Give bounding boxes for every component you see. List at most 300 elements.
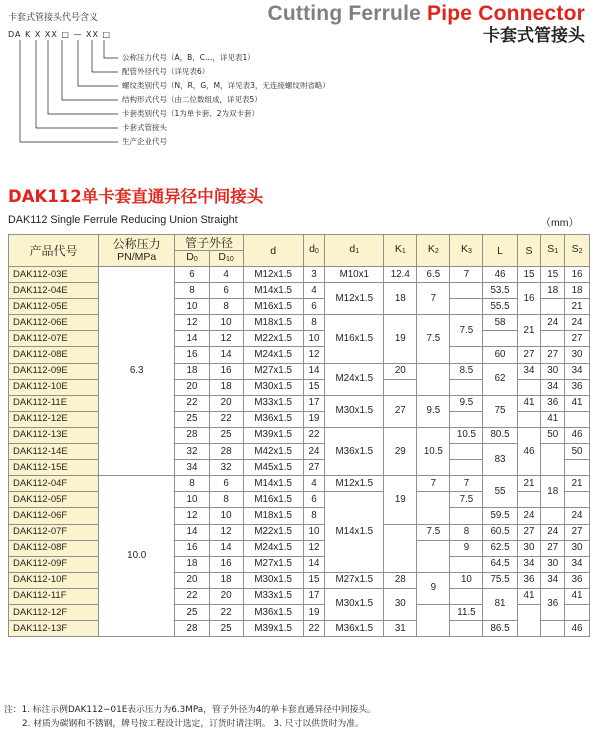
table-cell: 62 <box>483 363 517 395</box>
table-cell <box>450 444 483 460</box>
table-cell: 15 <box>303 572 325 588</box>
table-cell: M18x1.5 <box>243 508 303 524</box>
table-row <box>9 524 590 540</box>
table-cell: 16 <box>565 267 590 283</box>
table-cell: M27x1.5 <box>325 572 384 588</box>
table-cell: 24 <box>541 524 565 540</box>
table-cell: 12 <box>175 508 209 524</box>
table-cell: 27 <box>565 331 590 347</box>
table-cell: M12x1.5 <box>325 476 384 492</box>
cell-product-code: DAK112-13F <box>9 621 99 637</box>
table-cell: 27 <box>517 524 541 540</box>
brand-title-en-part1: Cutting Ferrule <box>267 2 428 25</box>
table-cell: 34 <box>517 363 541 379</box>
table-cell <box>517 411 541 427</box>
header-s: S <box>517 235 541 267</box>
header-d0 <box>303 235 325 267</box>
table-cell: 11.5 <box>450 604 483 620</box>
table-cell: 30 <box>541 556 565 572</box>
table-cell <box>450 379 483 395</box>
table-cell: 6.5 <box>417 267 450 283</box>
table-cell <box>565 604 590 620</box>
table-cell: 28 <box>384 572 417 588</box>
table-cell: 20 <box>209 395 243 411</box>
table-cell <box>517 604 541 636</box>
code-legend-title: 卡套式管接头代号含义 <box>8 13 99 23</box>
table-cell: 17 <box>303 395 325 411</box>
legend-item-maker: 生产企业代号 <box>122 137 167 146</box>
header-s1 <box>541 235 565 267</box>
table-cell: 10 <box>175 492 209 508</box>
table-cell <box>384 524 417 572</box>
header-k2-base: K <box>427 243 435 255</box>
tree-branch-1 <box>104 40 118 58</box>
table-cell: 15 <box>303 379 325 395</box>
table-cell: 27 <box>384 395 417 427</box>
header-D10-base: D <box>218 251 226 263</box>
table-cell <box>450 460 483 476</box>
table-cell: 9 <box>450 540 483 556</box>
table-cell: 7.5 <box>450 315 483 347</box>
table-cell: 64.5 <box>483 556 517 572</box>
table-cell <box>541 621 565 637</box>
table-cell <box>450 299 483 315</box>
cell-product-code: DAK112-07E <box>9 331 99 347</box>
header-l: L <box>483 235 517 267</box>
table-cell: 8 <box>209 492 243 508</box>
cell-product-code: DAK112-04F <box>9 476 99 492</box>
table-cell: M45x1.5 <box>243 460 303 476</box>
table-cell <box>565 411 590 427</box>
table-row <box>9 331 590 347</box>
header-D0 <box>175 251 209 267</box>
table-cell: 20 <box>175 572 209 588</box>
table-cell: M12x1.5 <box>243 267 303 283</box>
table-cell: 41 <box>517 588 541 604</box>
tree-branch-3 <box>78 40 118 86</box>
table-cell: M22x1.5 <box>243 331 303 347</box>
table-cell: 25 <box>175 411 209 427</box>
table-cell: 4 <box>303 476 325 492</box>
cell-pressure: 6.3 <box>98 267 174 476</box>
table-cell: 27 <box>541 540 565 556</box>
table-cell: M30x1.5 <box>325 588 384 620</box>
table-cell: M33x1.5 <box>243 588 303 604</box>
table-cell: 24 <box>517 508 541 524</box>
table-cell: 18 <box>565 283 590 299</box>
table-cell <box>450 588 483 604</box>
table-cell: 34 <box>565 556 590 572</box>
table-cell: 30 <box>384 588 417 620</box>
table-row <box>9 508 590 524</box>
table-cell <box>541 508 565 524</box>
table-row <box>9 283 590 299</box>
table-cell <box>565 460 590 476</box>
table-cell: 16 <box>175 540 209 556</box>
table-cell: 8 <box>175 283 209 299</box>
cell-product-code: DAK112-10E <box>9 379 99 395</box>
table-cell: 24 <box>303 444 325 460</box>
table-cell: 18 <box>384 283 417 315</box>
table-row <box>9 556 590 572</box>
cell-product-code: DAK112-12F <box>9 604 99 620</box>
table-cell: 75 <box>483 395 517 427</box>
table-cell: 12 <box>175 315 209 331</box>
product-title-en: DAK112 Single Ferrule Reducing Union Straight <box>8 214 238 226</box>
table-cell: 24 <box>565 315 590 331</box>
table-cell: 18 <box>541 476 565 508</box>
brand-title-cn: 卡套式管接头 <box>483 26 585 46</box>
table-cell: 41 <box>565 395 590 411</box>
table-cell: 81 <box>483 588 517 620</box>
table-cell: M14x1.5 <box>325 492 384 572</box>
table-cell <box>450 556 483 572</box>
cell-product-code: DAK112-09F <box>9 556 99 572</box>
table-cell <box>541 331 565 347</box>
cell-product-code: DAK112-03E <box>9 267 99 283</box>
table-cell: 27 <box>565 524 590 540</box>
table-cell: 55.5 <box>483 299 517 315</box>
table-cell: 18 <box>209 379 243 395</box>
table-cell: M18x1.5 <box>243 315 303 331</box>
table-cell: 14 <box>175 524 209 540</box>
table-cell: 30 <box>517 540 541 556</box>
note-2: 2. 材质为碳钢和不锈钢，牌号按工程设计选定，订货时请注明。 3. 尺寸以供货时为准。 <box>22 719 364 729</box>
table-cell: 60.5 <box>483 524 517 540</box>
table-cell: 34 <box>517 556 541 572</box>
table-row <box>9 315 590 331</box>
table-cell <box>541 299 565 315</box>
table-cell: 28 <box>209 444 243 460</box>
table-cell: 28 <box>175 427 209 443</box>
table-cell: 10.5 <box>417 427 450 475</box>
code-pattern: DA K X XX □ — XX □ <box>8 30 112 39</box>
table-cell: 30 <box>541 363 565 379</box>
table-cell: 18 <box>175 556 209 572</box>
table-cell: 10 <box>450 572 483 588</box>
table-cell <box>450 508 483 524</box>
table-cell <box>417 492 450 524</box>
table-cell <box>417 604 450 636</box>
table-cell: 20 <box>175 379 209 395</box>
table-cell: 18 <box>209 572 243 588</box>
table-cell <box>517 492 541 508</box>
table-cell: 86.5 <box>483 621 517 637</box>
table-cell: 22 <box>303 427 325 443</box>
table-cell: 20 <box>384 363 417 379</box>
table-cell: 8.5 <box>450 363 483 379</box>
table-cell: 19 <box>384 476 417 524</box>
table-cell: 14 <box>303 363 325 379</box>
table-cell: 15 <box>517 267 541 283</box>
table-cell: M16x1.5 <box>243 492 303 508</box>
table-cell: 16 <box>209 556 243 572</box>
table-cell: 7 <box>417 283 450 315</box>
table-cell: 36 <box>565 379 590 395</box>
table-cell: 12 <box>303 347 325 363</box>
table-cell: 10 <box>209 508 243 524</box>
table-cell: M36x1.5 <box>325 427 384 475</box>
table-cell: 32 <box>175 444 209 460</box>
table-cell: 46 <box>517 427 541 475</box>
table-cell: 8 <box>175 476 209 492</box>
table-cell: 34 <box>541 572 565 588</box>
table-row <box>9 588 590 604</box>
table-cell: 46 <box>565 621 590 637</box>
header-code: 产品代号 <box>9 235 99 267</box>
table-cell: 19 <box>303 411 325 427</box>
table-cell: 30 <box>565 540 590 556</box>
product-title-cn: DAK112单卡套直通异径中间接头 <box>8 187 264 206</box>
header-d1-base: d <box>349 243 356 255</box>
table-cell: 9.5 <box>417 395 450 427</box>
table-row <box>9 572 590 588</box>
table-row <box>9 427 590 443</box>
table-cell: 8 <box>303 508 325 524</box>
table-cell: 46 <box>565 427 590 443</box>
table-cell: M30x1.5 <box>243 379 303 395</box>
legend-item-od: 配管外径代号（详见表6） <box>122 67 210 76</box>
table-cell: 36 <box>517 572 541 588</box>
header-s1-sub: 1 <box>554 248 559 255</box>
cell-product-code: DAK112-04E <box>9 283 99 299</box>
table-cell <box>541 444 565 476</box>
table-cell: 50 <box>565 444 590 460</box>
header-d0-base: d <box>309 243 315 255</box>
table-cell: 10 <box>209 315 243 331</box>
table-cell: M36x1.5 <box>325 621 384 637</box>
table-cell: 20 <box>209 588 243 604</box>
table-cell: 21 <box>517 476 541 492</box>
table-cell: M24x1.5 <box>243 540 303 556</box>
header-s2 <box>565 235 590 267</box>
table-cell: 18 <box>541 283 565 299</box>
cell-product-code: DAK112-08E <box>9 347 99 363</box>
cell-product-code: DAK112-06F <box>9 508 99 524</box>
table-cell: 8 <box>303 315 325 331</box>
table-cell: 21 <box>517 315 541 347</box>
header-s1-base: S <box>547 243 555 255</box>
table-row <box>9 299 590 315</box>
table-cell: 10 <box>303 331 325 347</box>
table-row <box>9 476 590 492</box>
header-D10 <box>209 251 243 267</box>
header-D0-base: D <box>186 251 194 263</box>
table-cell: 15 <box>541 267 565 283</box>
table-cell: 34 <box>175 460 209 476</box>
table-cell: 16 <box>209 363 243 379</box>
header-D10-sub: 10 <box>225 256 234 263</box>
notes <box>4 703 376 731</box>
legend-item-connector: 卡套式管接头 <box>122 123 167 132</box>
header-k1 <box>384 235 417 267</box>
header-s2-base: S <box>571 243 579 255</box>
header-k1-base: K <box>394 243 402 255</box>
unit-label: （mm） <box>540 217 579 229</box>
table-cell: 3 <box>303 267 325 283</box>
table-cell: M10x1 <box>325 267 384 283</box>
legend-item-structure: 结构形式代号（由二位数组成，详见表5） <box>122 95 262 104</box>
table-cell: 46 <box>483 267 517 283</box>
cell-product-code: DAK112-14E <box>9 444 99 460</box>
header-d: d <box>243 235 303 267</box>
table-cell: 34 <box>565 363 590 379</box>
table-cell: 24 <box>565 508 590 524</box>
tree-branch-5 <box>48 40 118 114</box>
table-cell <box>417 540 450 572</box>
table-cell: 8 <box>209 299 243 315</box>
header-s2-sub: 2 <box>578 248 583 255</box>
tree-branch-2 <box>92 40 118 72</box>
table-cell: M42x1.5 <box>243 444 303 460</box>
table-cell: 12.4 <box>384 267 417 283</box>
table-cell: 21 <box>565 476 590 492</box>
table-cell: 12 <box>209 524 243 540</box>
spec-table <box>8 234 590 637</box>
legend-item-ferrule-type: 卡套类别代号（1为单卡套、2为双卡套） <box>122 109 260 118</box>
cell-product-code: DAK112-07F <box>9 524 99 540</box>
table-cell: 6 <box>209 283 243 299</box>
legend-item-thread: 螺纹类别代号（N，R，G，M，详见表3，无连接螺纹则省略） <box>122 81 330 90</box>
table-cell: 17 <box>303 588 325 604</box>
header-D0-sub: 0 <box>193 256 198 263</box>
table-cell: 10 <box>303 524 325 540</box>
brand-title-en <box>267 2 585 26</box>
tree-branch-7 <box>20 40 118 142</box>
table-cell: 53.5 <box>483 283 517 299</box>
table-row <box>9 540 590 556</box>
table-cell: 41 <box>565 588 590 604</box>
cell-product-code: DAK112-05F <box>9 492 99 508</box>
table-cell: 7 <box>450 476 483 492</box>
table-cell: M24x1.5 <box>243 347 303 363</box>
header-k3-base: K <box>460 243 468 255</box>
cell-product-code: DAK112-13E <box>9 427 99 443</box>
table-cell: 9 <box>417 572 450 604</box>
table-cell: 27 <box>517 347 541 363</box>
table-cell: 34 <box>541 379 565 395</box>
table-cell: 7.5 <box>450 492 483 508</box>
table-cell: M33x1.5 <box>243 395 303 411</box>
table-cell: 41 <box>541 411 565 427</box>
table-cell: 18 <box>175 363 209 379</box>
table-cell: 62.5 <box>483 540 517 556</box>
table-cell: 12 <box>209 331 243 347</box>
header-d1-sub: 1 <box>355 248 360 255</box>
table-cell: 22 <box>209 411 243 427</box>
table-cell: 10.5 <box>450 427 483 443</box>
table-cell: 16 <box>175 347 209 363</box>
table-cell: 24 <box>541 315 565 331</box>
table-cell: 55 <box>483 476 517 508</box>
table-cell: M36x1.5 <box>243 411 303 427</box>
legend-item-pressure: 公称压力代号（A，B，C…，详见表1） <box>122 53 255 62</box>
table-cell: M39x1.5 <box>243 621 303 637</box>
header-k3-sub: 3 <box>467 248 472 255</box>
table-cell <box>450 283 483 299</box>
table-cell: 31 <box>384 621 417 637</box>
table-cell: 7 <box>450 267 483 283</box>
table-cell: 6 <box>303 492 325 508</box>
table-cell: 7.5 <box>417 524 450 540</box>
table-row <box>9 621 590 637</box>
header-pressure <box>98 235 174 267</box>
table-cell: 32 <box>209 460 243 476</box>
cell-product-code: DAK112-10F <box>9 572 99 588</box>
table-cell: 36 <box>565 572 590 588</box>
table-cell: 14 <box>209 347 243 363</box>
table-cell: 50 <box>541 427 565 443</box>
table-cell: 12 <box>303 540 325 556</box>
header-k2-sub: 2 <box>434 248 439 255</box>
table-cell: M16x1.5 <box>325 315 384 363</box>
header-pressure-unit: PN/MPa <box>117 251 157 263</box>
table-cell: 22 <box>175 588 209 604</box>
table-cell: 27 <box>303 460 325 476</box>
table-cell: 22 <box>175 395 209 411</box>
cell-product-code: DAK112-06E <box>9 315 99 331</box>
table-cell: 6 <box>303 299 325 315</box>
table-cell: 25 <box>209 621 243 637</box>
table-cell: 25 <box>209 427 243 443</box>
table-cell <box>450 347 483 363</box>
table-cell: 4 <box>209 267 243 283</box>
header-k2 <box>417 235 450 267</box>
table-cell: 41 <box>517 395 541 411</box>
header-d1 <box>325 235 384 267</box>
table-cell: 8 <box>450 524 483 540</box>
header-pipe-od: 管子外径 <box>175 235 243 251</box>
table-cell: 28 <box>175 621 209 637</box>
table-cell: M27x1.5 <box>243 556 303 572</box>
table-row <box>9 267 590 283</box>
header-k3 <box>450 235 483 267</box>
table-row <box>9 347 590 363</box>
table-cell: 25 <box>175 604 209 620</box>
cell-product-code: DAK112-09E <box>9 363 99 379</box>
table-cell: 36 <box>541 395 565 411</box>
table-cell: 29 <box>384 427 417 475</box>
table-cell: 80.5 <box>483 427 517 443</box>
table-cell: 21 <box>565 299 590 315</box>
cell-product-code: DAK112-11E <box>9 395 99 411</box>
table-cell: 75.5 <box>483 572 517 588</box>
table-cell: 22 <box>209 604 243 620</box>
cell-product-code: DAK112-15E <box>9 460 99 476</box>
table-cell: M14x1.5 <box>243 283 303 299</box>
table-cell: M14x1.5 <box>243 476 303 492</box>
table-row <box>9 363 590 379</box>
table-cell: 58 <box>483 315 517 331</box>
table-cell: M30x1.5 <box>243 572 303 588</box>
table-cell: M22x1.5 <box>243 524 303 540</box>
tree-branch-4 <box>62 40 118 100</box>
table-cell: 14 <box>303 556 325 572</box>
table-cell: 4 <box>303 283 325 299</box>
table-cell: 6 <box>209 476 243 492</box>
brand-title-en-accent: Pipe Connector <box>427 2 585 25</box>
table-cell: 59.5 <box>483 508 517 524</box>
table-cell: 19 <box>303 604 325 620</box>
table-cell: M39x1.5 <box>243 427 303 443</box>
table-cell <box>483 331 517 347</box>
table-cell: M24x1.5 <box>325 363 384 395</box>
table-row <box>9 395 590 411</box>
header-k1-sub: 1 <box>401 248 406 255</box>
table-cell: M30x1.5 <box>325 395 384 427</box>
table-cell: 7 <box>417 476 450 492</box>
table-cell: M27x1.5 <box>243 363 303 379</box>
